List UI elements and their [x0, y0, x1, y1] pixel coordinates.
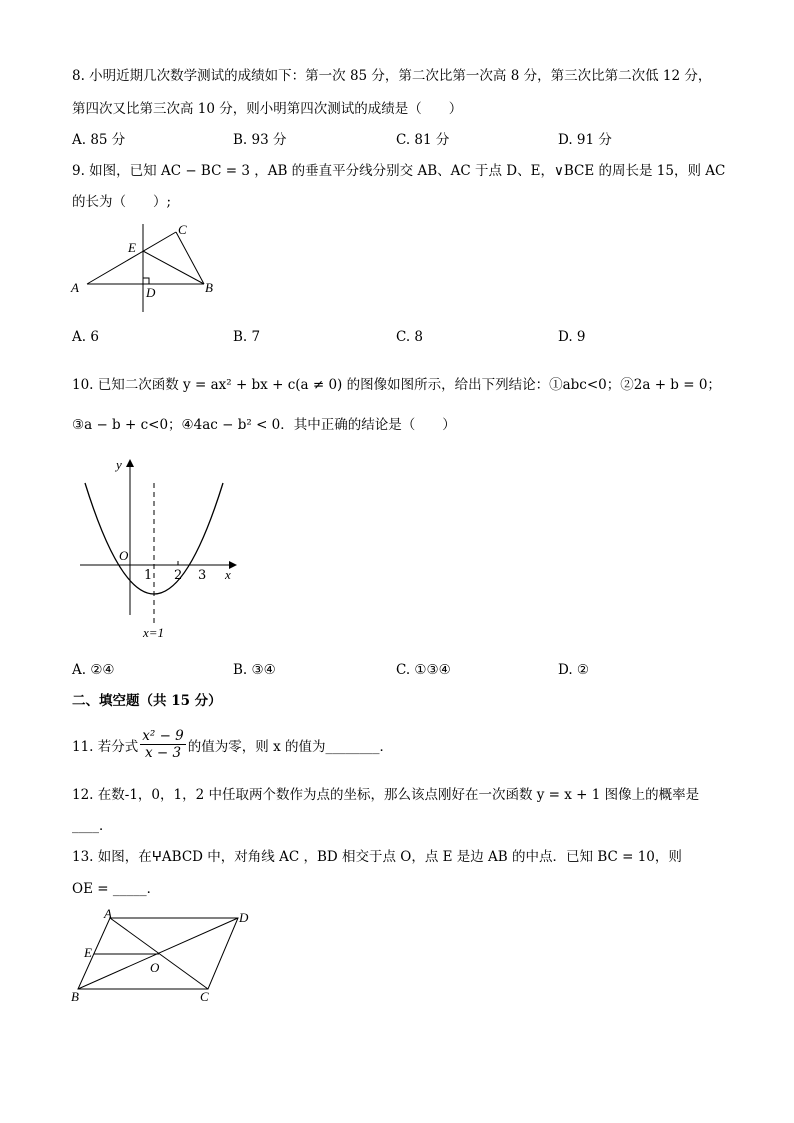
- q9-line1: 9. 如图，已知 AC − BC = 3 ，AB 的垂直平分线分别交 AB、AC 于点 D、E，∨BCE 的周长是 15，则 AC: [72, 163, 726, 179]
- label-d: D: [239, 910, 249, 925]
- q11-prefix: 11. 若分式: [72, 738, 139, 755]
- q10-line2: ③a − b + c<0；④4ac − b² < 0．其中正确的结论是（ ）: [72, 417, 456, 433]
- q8-line1: 8. 小明近期几次数学测试的成绩如下：第一次 85 分，第二次比第一次高 8 分，第三次比第二次低 12 分，: [72, 68, 712, 84]
- q9-option-d: D. 9: [558, 329, 586, 345]
- q9-option-c: C. 8: [396, 329, 424, 345]
- label-a: A: [104, 906, 112, 921]
- q13-line2: OE = _____．: [72, 881, 161, 897]
- label-c: C: [178, 222, 187, 237]
- q10-option-a: A. ②④: [72, 662, 115, 678]
- label-y: y: [116, 457, 122, 472]
- section-title: 二、填空题（共 15 分）: [72, 693, 222, 709]
- label-symmetry-axis: x=1: [143, 625, 165, 640]
- q11-numerator: x² − 9: [142, 728, 184, 744]
- q12-line2: ____．: [72, 818, 113, 834]
- q11-line: [72, 728, 393, 761]
- label-e: E: [128, 240, 136, 255]
- q11-suffix: 的值为零，则 x 的值为________．: [187, 738, 393, 755]
- q9-option-a: A. 6: [72, 329, 99, 345]
- q9-option-b: B. 7: [233, 329, 261, 345]
- label-b: B: [71, 989, 79, 1004]
- label-c: C: [200, 989, 209, 1004]
- q10-option-d: D. ②: [558, 662, 590, 678]
- right-angle-mark: [143, 278, 149, 284]
- q9-line2: 的长为（ ）;: [72, 194, 172, 210]
- label-e: E: [84, 945, 92, 960]
- q10-parabola-figure: [75, 455, 245, 645]
- q13-parallelogram-figure: [66, 906, 266, 1004]
- tick-label-3: 3: [198, 568, 207, 583]
- q10-line1: 10. 已知二次函数 y = ax² + bx + c(a ≠ 0) 的图像如图所示，给出下列结论：①abc<0；②2a + b = 0；: [72, 377, 721, 393]
- label-d: D: [146, 285, 156, 300]
- q8-option-d: D. 91 分: [558, 132, 612, 148]
- tick-label-1: 1: [144, 568, 153, 583]
- q8-option-b: B. 93 分: [233, 132, 287, 148]
- label-origin: O: [119, 548, 129, 563]
- q8-line2: 第四次又比第三次高 10 分，则小明第四次测试的成绩是（ ）: [72, 101, 463, 117]
- tick-label-2: 2: [174, 568, 183, 583]
- q13-line1: 13. 如图，在ⵖABCD 中，对角线 AC ，BD 相交于点 O，点 E 是边 AB 的中点．已知 BC = 10，则: [72, 849, 682, 865]
- q8-option-a: A. 85 分: [72, 132, 126, 148]
- q10-option-b: B. ③④: [233, 662, 276, 678]
- q11-fraction: [140, 728, 186, 761]
- q9-triangle-figure: [66, 218, 226, 318]
- q10-option-c: C. ①③④: [396, 662, 451, 678]
- q11-denominator: x − 3: [144, 745, 182, 761]
- label-x: x: [225, 567, 231, 582]
- q8-option-c: C. 81 分: [396, 132, 450, 148]
- q12-line1: 12. 在数-1，0，1，2 中任取两个数作为点的坐标，那么该点刚好在一次函数 y = x + 1 图像上的概率是: [72, 787, 700, 803]
- label-o: O: [150, 960, 160, 975]
- label-b: B: [205, 280, 213, 295]
- label-a: A: [71, 280, 79, 295]
